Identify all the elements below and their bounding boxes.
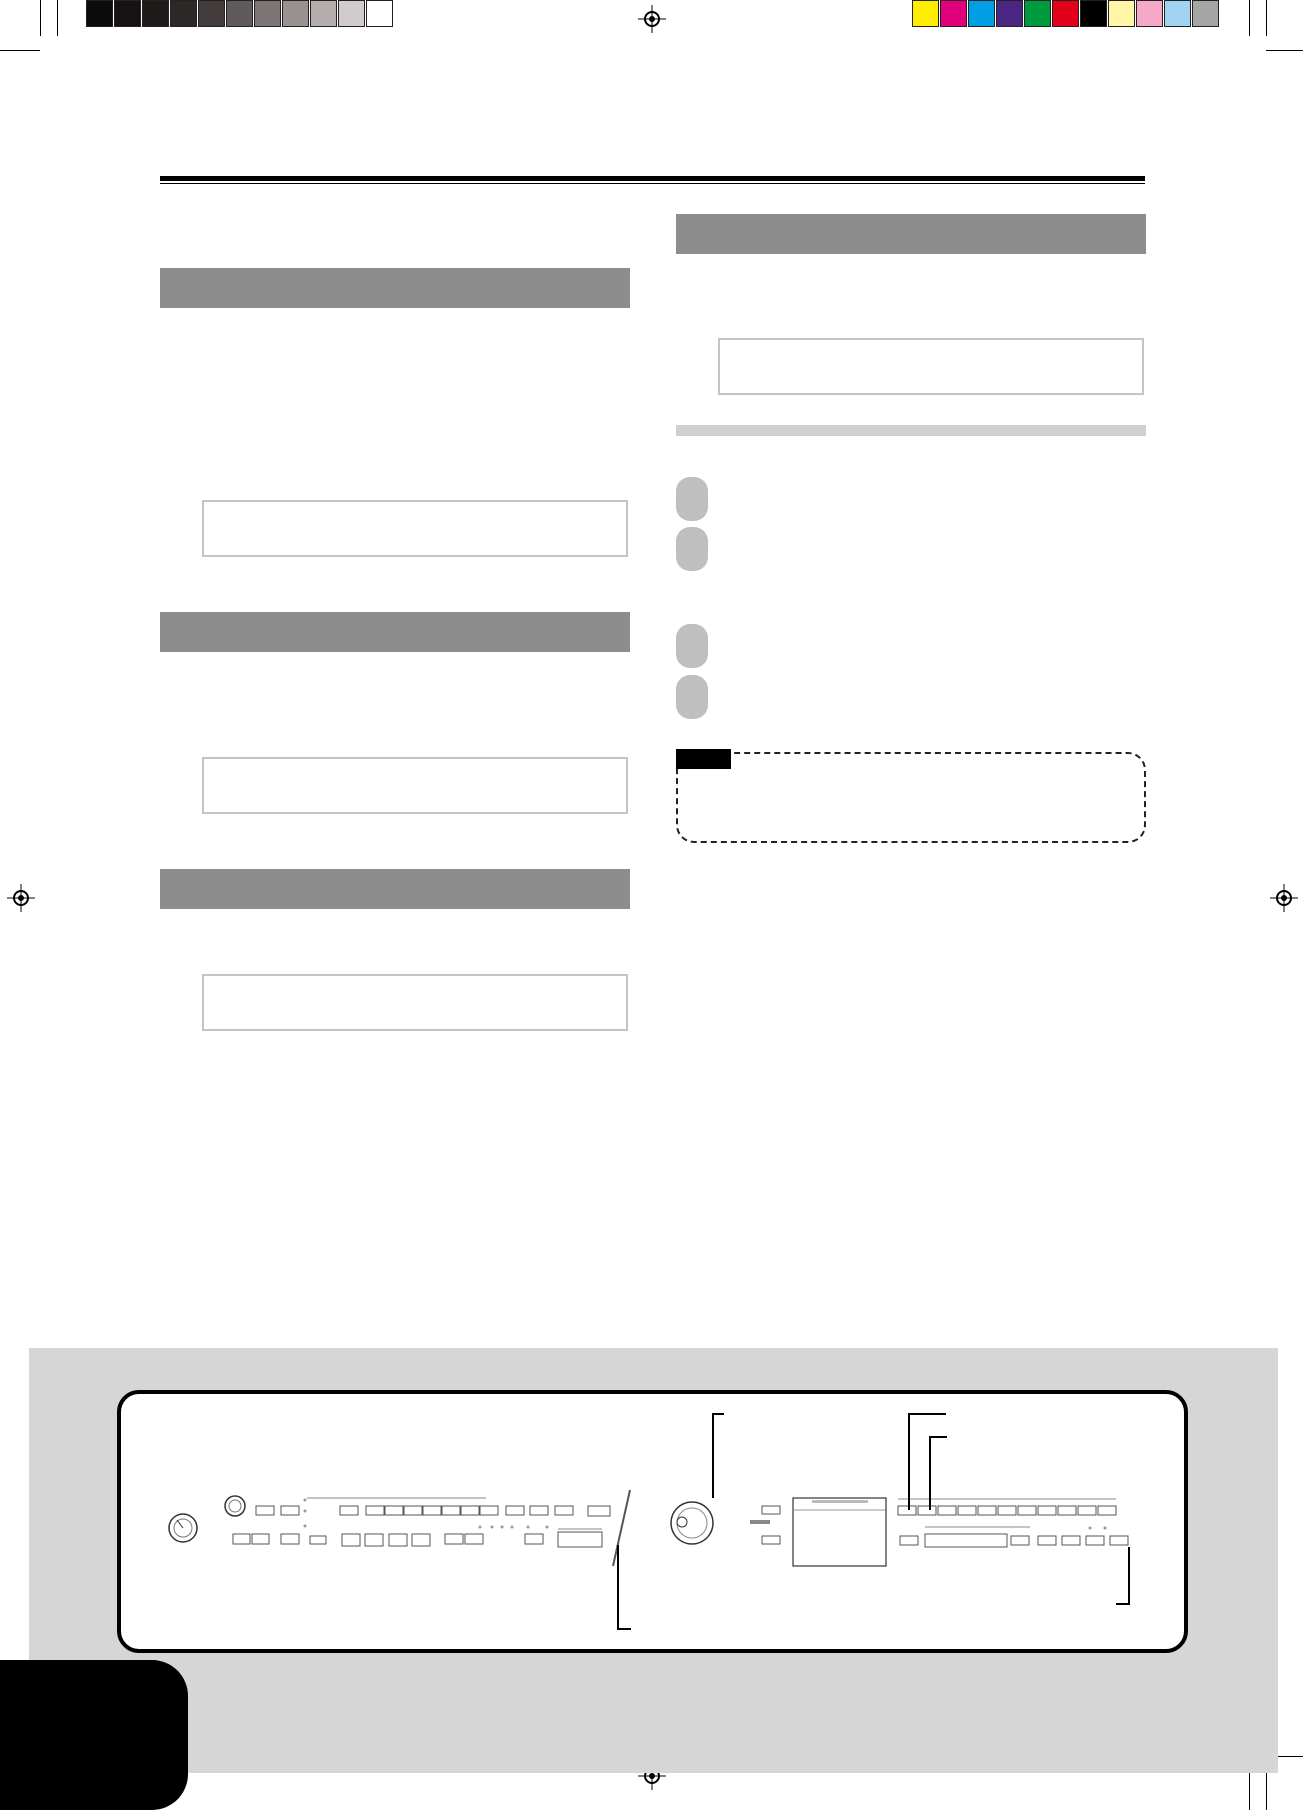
crop-mark xyxy=(0,50,40,51)
calibration-swatch xyxy=(1192,0,1219,27)
header-rule-thick xyxy=(160,176,1145,181)
keyboard-control-panel xyxy=(150,1460,1160,1590)
calibration-swatch xyxy=(1080,0,1107,27)
callout-leader-line xyxy=(1128,1547,1130,1604)
note-label-tag xyxy=(676,749,731,769)
calibration-swatch xyxy=(968,0,995,27)
registration-mark-icon xyxy=(7,884,35,912)
step-number-4 xyxy=(676,675,708,719)
callout-leader-line xyxy=(617,1545,619,1630)
main-volume-knob-icon xyxy=(169,1514,197,1542)
display-illustration-box xyxy=(718,338,1144,395)
gray-calibration-bar xyxy=(86,0,392,27)
calibration-swatch xyxy=(254,0,281,27)
color-calibration-bar xyxy=(912,0,1218,27)
crop-mark xyxy=(57,0,58,36)
page-number-tab xyxy=(0,1660,188,1810)
calibration-swatch xyxy=(1136,0,1163,27)
crop-mark xyxy=(1266,1772,1267,1810)
crop-mark xyxy=(1249,0,1250,36)
mode-dial-icon xyxy=(671,1502,713,1544)
registration-mark-icon xyxy=(1270,884,1298,912)
crop-mark xyxy=(1266,0,1267,36)
callout-leader-line xyxy=(908,1413,946,1415)
crop-mark xyxy=(40,0,41,36)
crop-mark xyxy=(1249,1772,1250,1810)
section-heading-bar xyxy=(676,214,1146,254)
step-number-2 xyxy=(676,527,708,571)
calibration-swatch xyxy=(366,0,393,27)
calibration-swatch xyxy=(1108,0,1135,27)
section-heading-bar xyxy=(160,612,630,652)
callout-leader-line xyxy=(908,1413,910,1510)
calibration-swatch xyxy=(142,0,169,27)
crop-mark xyxy=(1266,50,1303,51)
callout-leader-line xyxy=(1116,1603,1130,1605)
callout-leader-line xyxy=(617,1628,631,1630)
note-box xyxy=(676,752,1146,843)
section-heading-bar xyxy=(160,869,630,909)
registration-mark-icon xyxy=(638,5,666,33)
display-illustration-box xyxy=(202,757,628,814)
calibration-swatch xyxy=(170,0,197,27)
display-illustration-box xyxy=(202,974,628,1031)
calibration-swatch xyxy=(114,0,141,27)
mic-volume-knob-icon xyxy=(225,1496,245,1516)
step-number-3 xyxy=(676,624,708,668)
callout-leader-line xyxy=(929,1436,931,1510)
lcd-display-icon xyxy=(793,1498,886,1566)
calibration-swatch xyxy=(338,0,365,27)
calibration-swatch xyxy=(282,0,309,27)
display-illustration-box xyxy=(202,500,628,557)
step-number-1 xyxy=(676,477,708,521)
subsection-rule xyxy=(676,425,1146,436)
calibration-swatch xyxy=(1164,0,1191,27)
callout-leader-line xyxy=(712,1413,714,1498)
calibration-swatch xyxy=(310,0,337,27)
calibration-swatch xyxy=(1024,0,1051,27)
calibration-swatch xyxy=(940,0,967,27)
callout-leader-line xyxy=(712,1413,724,1415)
calibration-swatch xyxy=(226,0,253,27)
calibration-swatch xyxy=(86,0,113,27)
calibration-swatch xyxy=(198,0,225,27)
section-heading-bar xyxy=(160,268,630,308)
callout-leader-line xyxy=(929,1436,947,1438)
calibration-swatch xyxy=(1052,0,1079,27)
calibration-swatch xyxy=(912,0,939,27)
calibration-swatch xyxy=(996,0,1023,27)
header-rule-thin xyxy=(160,183,1145,184)
